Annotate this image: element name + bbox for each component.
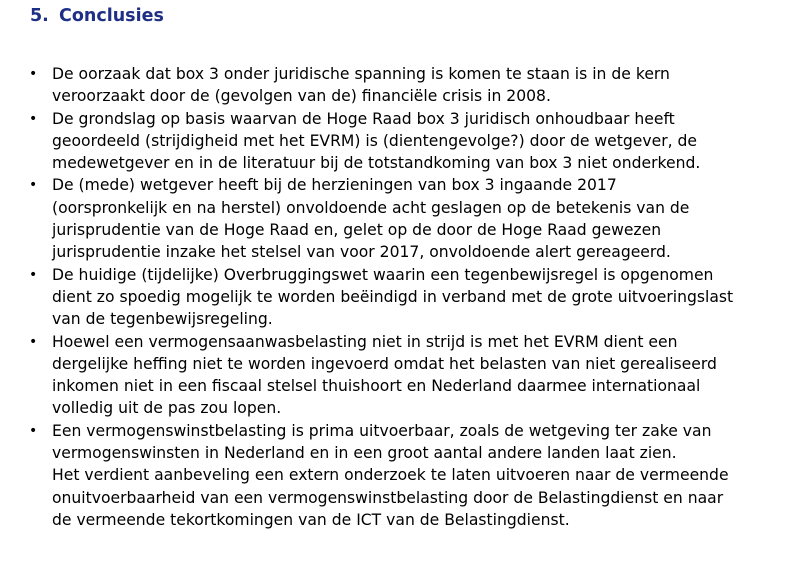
list-item	[0, 264, 800, 331]
text-line: Een vermogenswinstbelasting is prima uitvoerbaar, zoals de wetgeving ter zake van	[52, 421, 712, 440]
text-line: vermogenswinsten in Nederland en in een groot aantal andere landen laat zien.	[52, 444, 677, 463]
text-line: dient zo spoedig mogelijk te worden beëindigd in verband met de grote uitvoeringslast	[52, 287, 734, 306]
text-line: dergelijke heffing niet te worden ingevoerd omdat het belasten van niet gerealiseerd	[52, 354, 717, 373]
bullet-icon: •	[29, 177, 38, 194]
text-line: Hoewel een vermogensaanwasbelasting niet in strijd is met het EVRM dient een	[52, 332, 678, 351]
text-line: onuitvoerbaarheid van een vermogenswinstbelasting door de Belastingdienst en naar	[52, 488, 724, 507]
list-item	[0, 174, 800, 263]
conclusions-list	[0, 63, 800, 531]
text-line: De (mede) wetgever heeft bij de herzieningen van box 3 ingaande 2017	[52, 176, 617, 195]
section-title: Conclusies	[59, 6, 164, 26]
text-line: van de tegenbewijsregeling.	[52, 310, 273, 329]
section-number: 5.	[30, 6, 49, 26]
text-line: jurisprudentie van de Hoge Raad en, gelet op de door de Hoge Raad gewezen	[52, 221, 662, 240]
text-line: de vermeende tekortkomingen van de ICT van de Belastingdienst.	[52, 510, 570, 529]
text-line: veroorzaakt door de (gevolgen van de) financiële crisis in 2008.	[52, 87, 551, 106]
list-item	[0, 108, 800, 175]
text-line: De huidige (tijdelijke) Overbruggingswet waarin een tegenbewijsregel is opgenomen	[52, 265, 714, 284]
bullet-icon: •	[29, 110, 38, 127]
bullet-icon: •	[29, 333, 38, 350]
section-heading	[30, 6, 164, 26]
text-line: (oorspronkelijk en na herstel) onvoldoende acht geslagen op de betekenis van de	[52, 198, 690, 217]
list-item	[0, 420, 800, 531]
text-line: jurisprudentie inzake het stelsel van voor 2017, onvoldoende alert gereageerd.	[52, 243, 671, 262]
text-line: De grondslag op basis waarvan de Hoge Raad box 3 juridisch onhoudbaar heeft	[52, 109, 675, 128]
list-item	[0, 63, 800, 108]
text-line: Het verdient aanbeveling een extern onderzoek te laten uitvoeren naar de vermeende	[52, 466, 729, 485]
bullet-icon: •	[29, 66, 38, 82]
text-line: geoordeeld (strijdigheid met het EVRM) is (dientengevolge?) door de wetgever, de	[52, 131, 698, 150]
text-line: volledig uit de pas zou lopen.	[52, 399, 282, 418]
list-item	[0, 331, 800, 420]
text-line: inkomen niet in een fiscaal stelsel thuishoort en Nederland daarmee internationaal	[52, 377, 701, 396]
bullet-icon: •	[29, 266, 38, 283]
bullet-icon: •	[29, 422, 38, 439]
text-line: De oorzaak dat box 3 onder juridische spanning is komen te staan is in de kern	[52, 65, 670, 83]
text-line: medewetgever en in de literatuur bij de totstandkoming van box 3 niet onderkend.	[52, 154, 701, 173]
